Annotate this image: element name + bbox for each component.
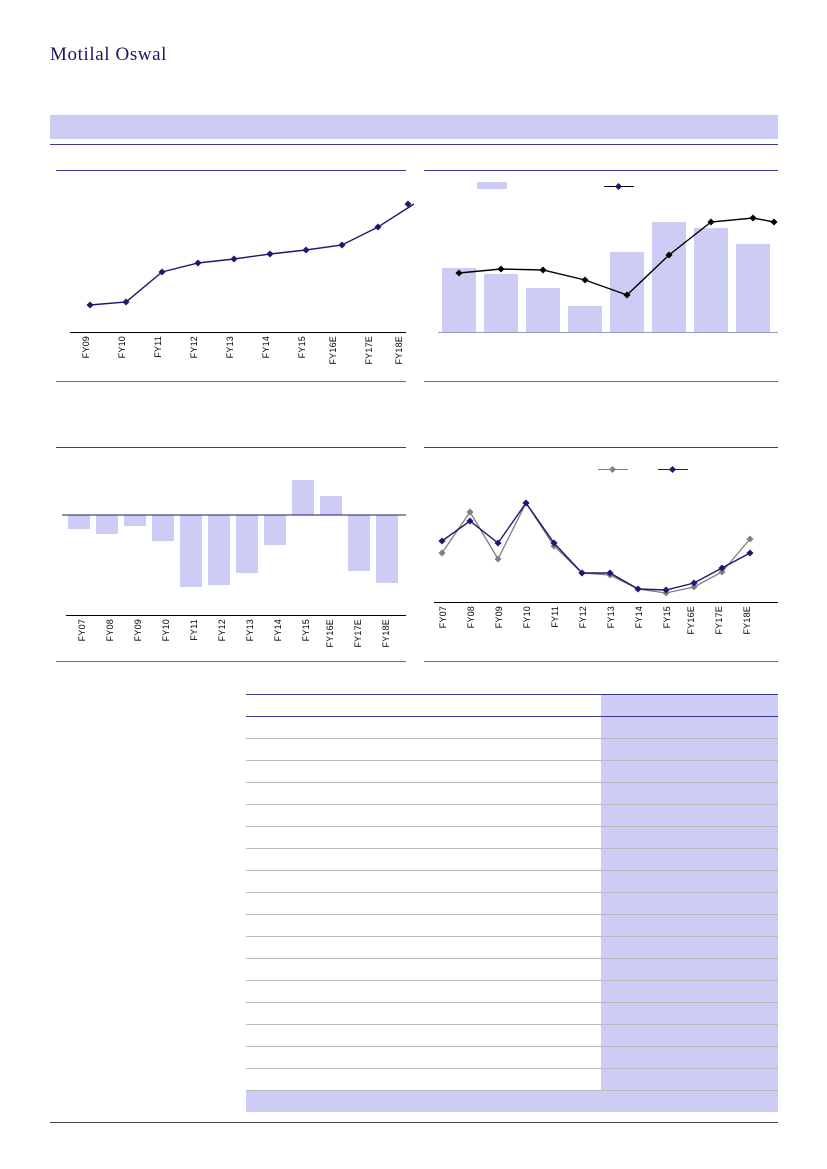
table-cell <box>423 783 512 805</box>
chart-bottom-left <box>56 447 406 662</box>
table-cell <box>246 915 335 937</box>
table-cell <box>601 893 690 915</box>
series-a-line <box>442 503 750 593</box>
table-cell <box>423 937 512 959</box>
table-cell <box>423 761 512 783</box>
table-header-row <box>246 695 778 717</box>
legend-swatch-bar <box>477 182 507 189</box>
x-axis <box>70 332 406 333</box>
table-row <box>246 805 778 827</box>
table-cell <box>423 827 512 849</box>
brand-logo <box>50 44 167 66</box>
x-tick: FY18E <box>742 606 752 635</box>
x-tick: FY12 <box>189 336 199 359</box>
table-cell <box>335 981 424 1003</box>
chart-bottom-right-plot <box>432 483 776 599</box>
chart-bottom-left-plot <box>62 472 406 592</box>
chart-bottom-right <box>424 447 778 662</box>
table-cell <box>689 893 778 915</box>
table-cell <box>423 739 512 761</box>
x-tick: FY10 <box>161 619 171 642</box>
table-cell <box>689 981 778 1003</box>
table-cell <box>246 849 335 871</box>
table-cell <box>689 805 778 827</box>
table-header-cell <box>423 695 512 717</box>
table-cell <box>601 1025 690 1047</box>
x-tick: FY15 <box>297 336 307 359</box>
table-cell <box>512 915 601 937</box>
table-cell <box>601 717 690 739</box>
table-cell <box>601 981 690 1003</box>
section-title-band <box>50 115 778 139</box>
table-cell <box>689 717 778 739</box>
table-cell <box>335 717 424 739</box>
table-cell <box>423 915 512 937</box>
table-header-cell <box>689 695 778 717</box>
table-cell <box>246 937 335 959</box>
footer-rule <box>50 1122 778 1123</box>
legend-marker-diamond-icon <box>615 183 622 190</box>
table-cell <box>601 1091 690 1113</box>
x-axis <box>66 615 406 616</box>
x-tick: FY18E <box>394 336 404 365</box>
table-cell <box>246 893 335 915</box>
table-footer-row <box>246 1091 778 1113</box>
table-cell <box>601 1069 690 1091</box>
table-cell <box>601 761 690 783</box>
x-tick: FY07 <box>438 606 448 629</box>
table-row <box>246 959 778 981</box>
panel-top-rule <box>424 170 778 171</box>
table-cell <box>246 717 335 739</box>
table-cell <box>512 959 601 981</box>
table-row <box>246 915 778 937</box>
table-cell <box>689 871 778 893</box>
chart-top-right <box>424 170 778 382</box>
table-cell <box>246 739 335 761</box>
table-cell <box>512 1003 601 1025</box>
table-row <box>246 783 778 805</box>
table-cell <box>601 871 690 893</box>
table-row <box>246 937 778 959</box>
chart-top-left <box>56 170 406 382</box>
x-tick: FY10 <box>522 606 532 629</box>
table-cell <box>423 1091 512 1113</box>
panel-bottom-rule <box>424 381 778 382</box>
table-cell <box>512 827 601 849</box>
x-tick: FY15 <box>301 619 311 642</box>
table-cell <box>601 959 690 981</box>
x-tick: FY15 <box>662 606 672 629</box>
table-cell <box>512 1025 601 1047</box>
x-tick: FY07 <box>77 619 87 642</box>
table-cell <box>689 739 778 761</box>
table-cell <box>512 1047 601 1069</box>
table-cell <box>246 805 335 827</box>
x-tick: FY17E <box>714 606 724 635</box>
x-tick: FY08 <box>466 606 476 629</box>
table-cell <box>246 959 335 981</box>
series-a-markers <box>438 499 753 596</box>
table-cell <box>335 739 424 761</box>
table-row <box>246 1047 778 1069</box>
x-tick: FY09 <box>81 336 91 359</box>
table-row <box>246 1069 778 1091</box>
table-cell <box>246 871 335 893</box>
table-cell <box>246 1025 335 1047</box>
financials-table <box>246 694 778 1112</box>
table-cell <box>512 783 601 805</box>
table-row <box>246 761 778 783</box>
table-cell <box>689 1003 778 1025</box>
x-tick: FY17E <box>364 336 374 365</box>
table-cell <box>246 1003 335 1025</box>
x-tick: FY09 <box>494 606 504 629</box>
x-tick: FY18E <box>381 619 391 648</box>
table-cell <box>423 981 512 1003</box>
table-cell <box>335 1047 424 1069</box>
table-cell <box>601 1003 690 1025</box>
table-row <box>246 849 778 871</box>
table-cell <box>601 937 690 959</box>
series-b-line <box>442 503 750 590</box>
x-axis <box>434 602 778 603</box>
table-cell <box>335 1091 424 1113</box>
table-row <box>246 1025 778 1047</box>
table-header-cell <box>335 695 424 717</box>
table-cell <box>335 871 424 893</box>
table-cell <box>689 761 778 783</box>
table-row <box>246 717 778 739</box>
bar-series <box>442 222 770 332</box>
x-tick: FY12 <box>217 619 227 642</box>
table-cell <box>689 849 778 871</box>
chart-top-right-plot <box>434 200 778 332</box>
x-tick: FY08 <box>105 619 115 642</box>
x-tick: FY14 <box>634 606 644 629</box>
table-cell <box>335 1003 424 1025</box>
table-cell <box>335 1069 424 1091</box>
x-tick: FY13 <box>245 619 255 642</box>
legend-marker-diamond-gray-icon <box>609 466 616 473</box>
table-cell <box>512 1091 601 1113</box>
table-cell <box>246 761 335 783</box>
table-cell <box>601 827 690 849</box>
series-b-markers <box>438 499 753 593</box>
chart-top-left-plot <box>66 192 406 332</box>
table-row <box>246 871 778 893</box>
table-cell <box>601 783 690 805</box>
table-cell <box>246 1047 335 1069</box>
table-header-cell <box>246 695 335 717</box>
table-row <box>246 893 778 915</box>
table-cell <box>335 893 424 915</box>
table-cell <box>689 937 778 959</box>
table-cell <box>601 849 690 871</box>
legend-marker-diamond-blue-icon <box>669 466 676 473</box>
table-cell <box>601 915 690 937</box>
table-cell <box>512 871 601 893</box>
table-cell <box>689 1069 778 1091</box>
table-cell <box>246 981 335 1003</box>
table-cell <box>689 959 778 981</box>
x-tick: FY10 <box>117 336 127 359</box>
x-tick: FY12 <box>578 606 588 629</box>
x-tick: FY16E <box>328 336 338 365</box>
panel-top-rule <box>56 170 406 171</box>
x-tick: FY13 <box>606 606 616 629</box>
x-tick: FY13 <box>225 336 235 359</box>
table-cell <box>423 1025 512 1047</box>
table-cell <box>423 805 512 827</box>
x-tick: FY16E <box>325 619 335 648</box>
table-cell <box>689 783 778 805</box>
x-tick: FY11 <box>153 336 163 358</box>
table-cell <box>689 1025 778 1047</box>
table-cell <box>512 1069 601 1091</box>
table-cell <box>689 1047 778 1069</box>
table-cell <box>335 827 424 849</box>
series-markers <box>86 200 411 308</box>
x-tick: FY17E <box>353 619 363 648</box>
table-cell <box>689 1091 778 1113</box>
x-tick: FY14 <box>273 619 283 642</box>
table-row <box>246 739 778 761</box>
x-tick: FY11 <box>189 619 199 641</box>
series-line <box>90 204 414 305</box>
table-cell <box>335 959 424 981</box>
table-cell <box>335 761 424 783</box>
title-underline <box>50 144 778 145</box>
panel-bottom-rule <box>56 381 406 382</box>
table-cell <box>423 871 512 893</box>
table-cell <box>335 937 424 959</box>
table-cell <box>512 937 601 959</box>
table-cell <box>423 1047 512 1069</box>
table-row <box>246 827 778 849</box>
x-tick: FY14 <box>261 336 271 359</box>
table-cell <box>335 849 424 871</box>
x-tick: FY11 <box>550 606 560 628</box>
table-cell <box>335 1025 424 1047</box>
table-cell <box>246 783 335 805</box>
table-cell <box>423 849 512 871</box>
table-cell <box>423 1003 512 1025</box>
panel-top-rule <box>56 447 406 448</box>
brand-name: Motilal Oswal <box>50 44 168 65</box>
table-cell <box>335 805 424 827</box>
table-row <box>246 981 778 1003</box>
table-cell <box>335 783 424 805</box>
table-cell <box>601 739 690 761</box>
panel-bottom-rule <box>424 661 778 662</box>
table-cell <box>335 915 424 937</box>
table-cell <box>512 761 601 783</box>
table-cell <box>512 739 601 761</box>
panel-top-rule <box>424 447 778 448</box>
panel-bottom-rule <box>56 661 406 662</box>
table-cell <box>423 1069 512 1091</box>
table-cell <box>246 1069 335 1091</box>
table-header-cell <box>512 695 601 717</box>
table-cell <box>246 1091 335 1113</box>
table-cell <box>512 893 601 915</box>
table-cell <box>601 805 690 827</box>
table-cell <box>689 915 778 937</box>
table-cell <box>423 959 512 981</box>
table-cell <box>423 717 512 739</box>
x-axis <box>438 332 778 333</box>
table-cell <box>246 827 335 849</box>
table-row <box>246 1003 778 1025</box>
table-cell <box>512 717 601 739</box>
x-tick: FY16E <box>686 606 696 635</box>
table-cell <box>423 893 512 915</box>
table-cell <box>512 981 601 1003</box>
table-cell <box>512 849 601 871</box>
table-header-cell <box>601 695 690 717</box>
table-cell <box>601 1047 690 1069</box>
x-tick: FY09 <box>133 619 143 642</box>
table-cell <box>689 827 778 849</box>
table-cell <box>512 805 601 827</box>
bar-series <box>68 480 398 587</box>
